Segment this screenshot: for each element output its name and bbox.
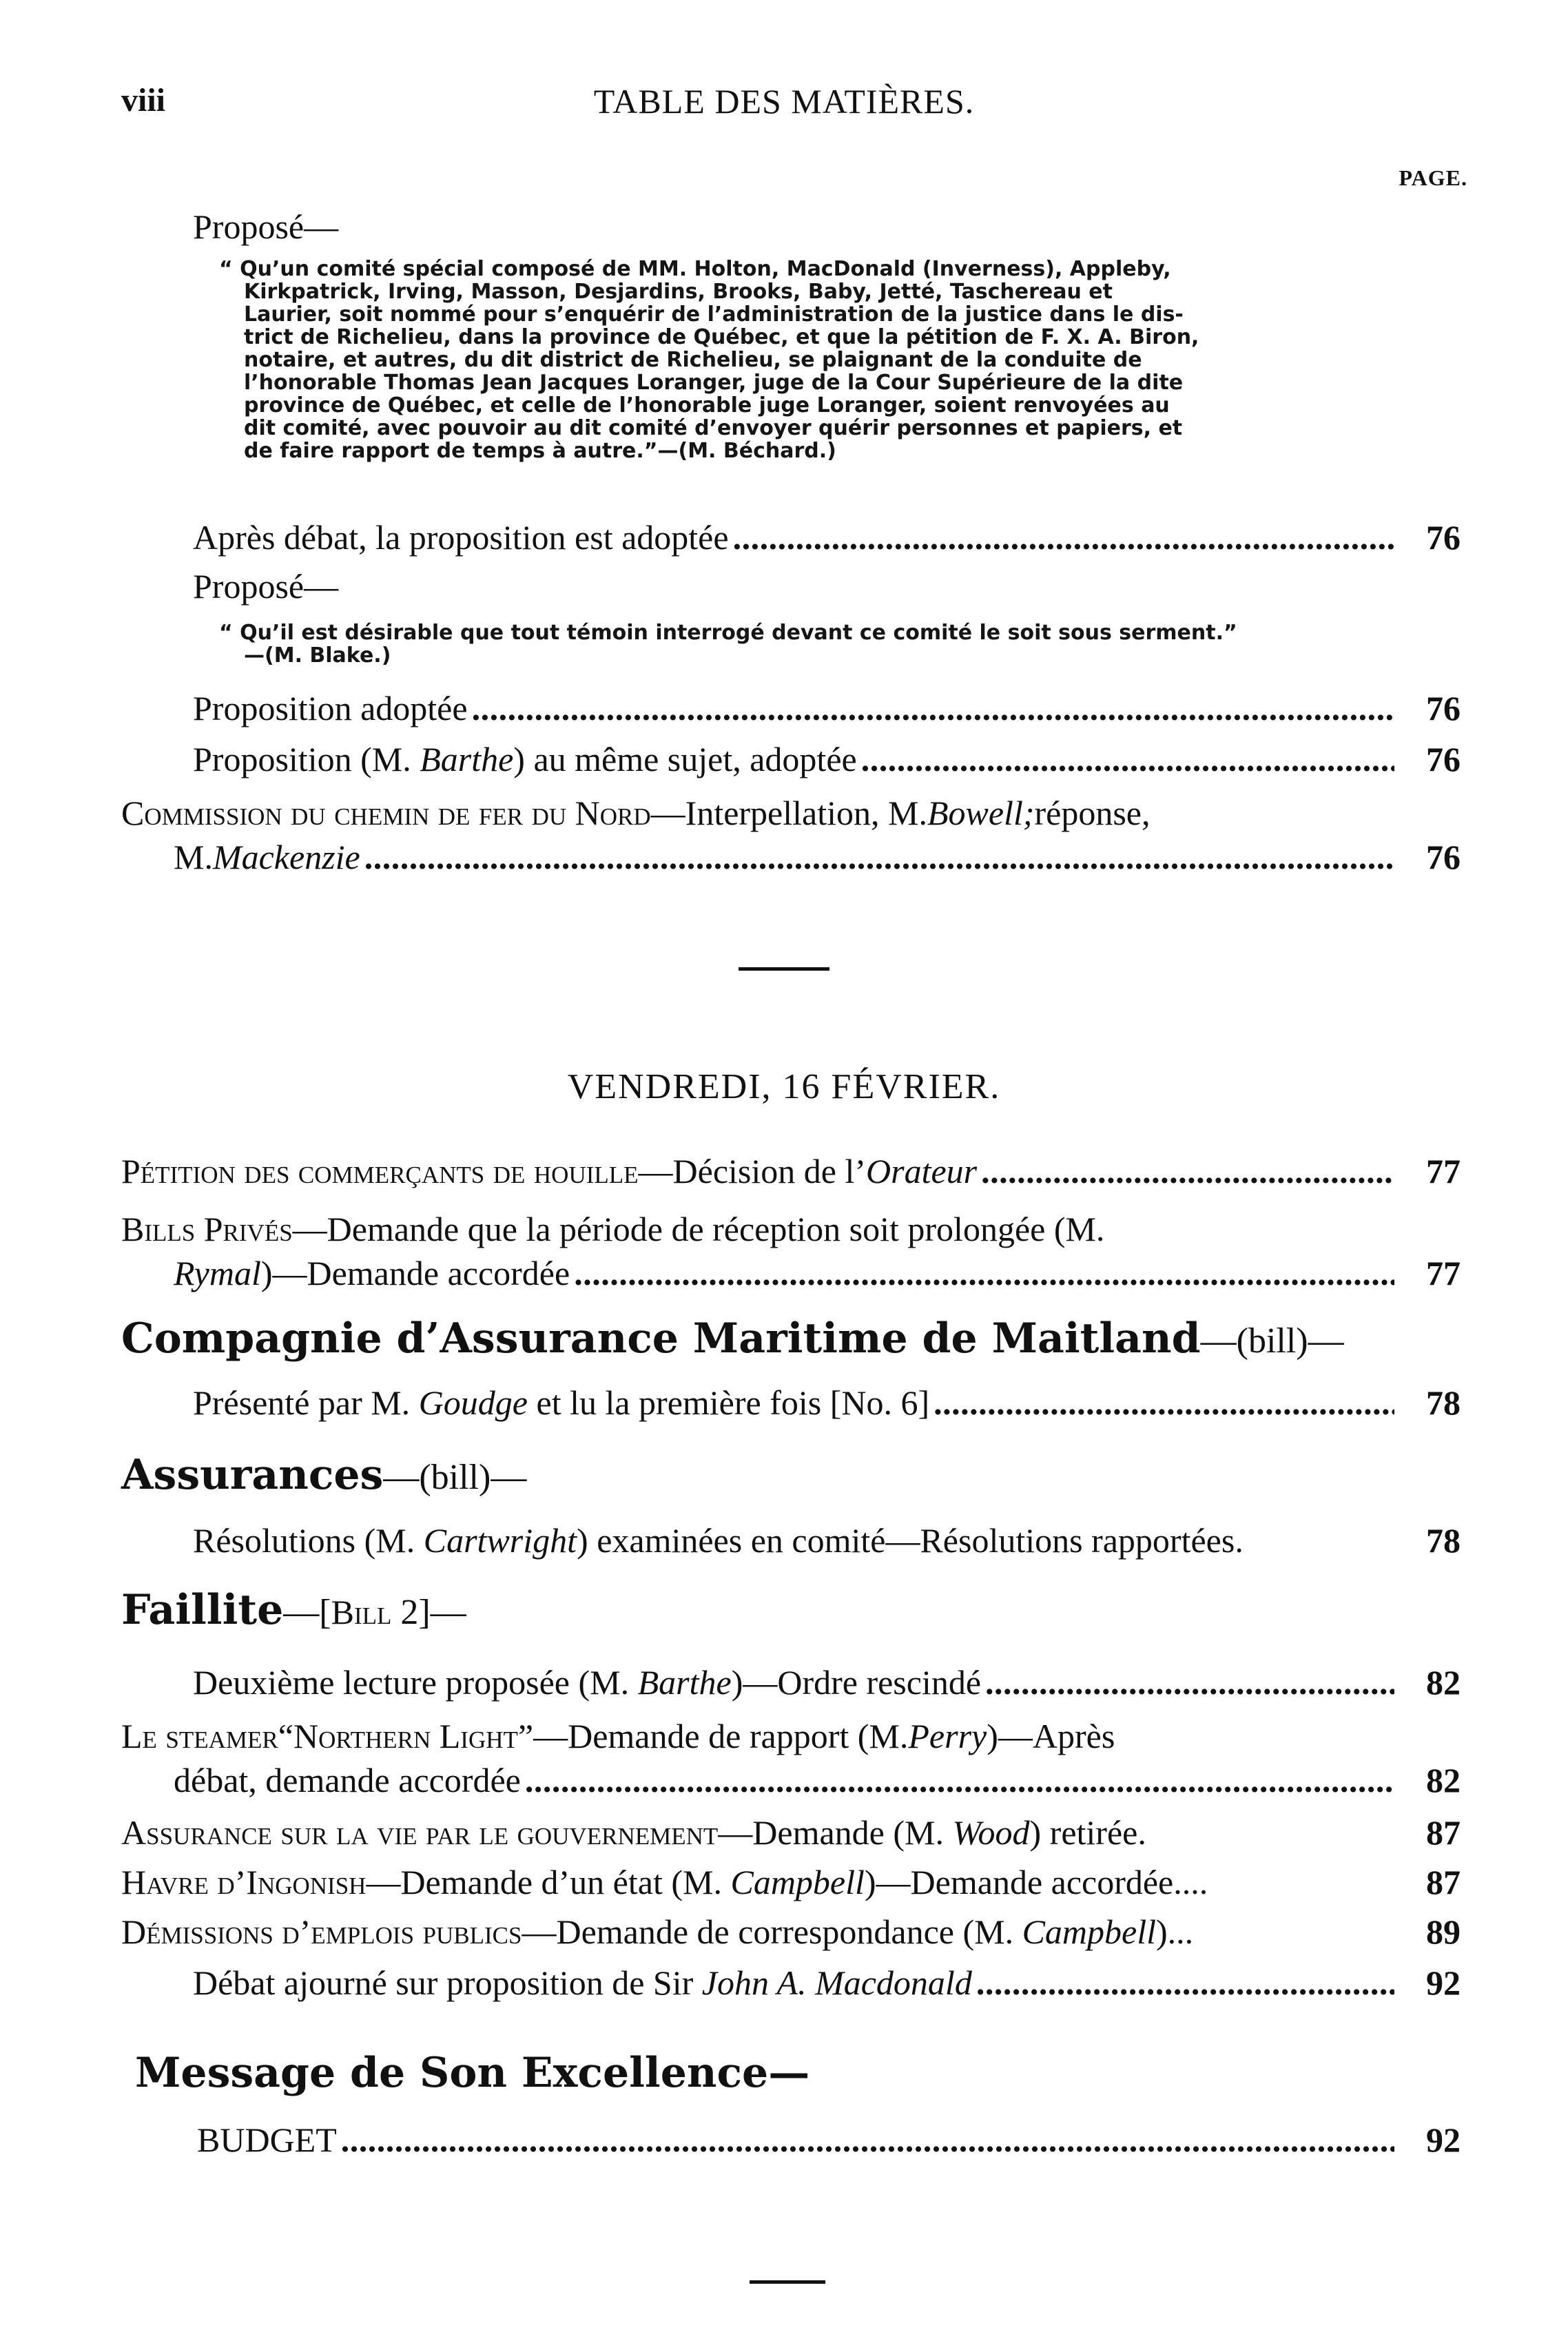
entry-text <box>193 1518 1244 1562</box>
page-column-label: PAGE. <box>1399 165 1467 190</box>
closing-divider <box>750 2280 825 2284</box>
heading-tail: —[ <box>283 1593 331 1632</box>
toc-entry-budget[interactable] <box>197 2118 1461 2162</box>
toc-entry-steamer[interactable] <box>121 1714 1461 1802</box>
text-part: —Demande de correspondance (M. <box>522 1912 1022 1951</box>
running-title: TABLE DES MATIÈRES. <box>593 82 975 121</box>
member-name: Wood <box>952 1813 1030 1852</box>
member-name: Campbell <box>730 1863 865 1901</box>
page-number: 78 <box>1426 1383 1461 1422</box>
heading-tail: 2]— <box>391 1593 466 1632</box>
subject-caps: Démissions d’emplois publics <box>121 1912 522 1951</box>
heading-title: Compagnie d’Assurance Maritime de Maitland <box>121 1314 1201 1363</box>
motion-line: dit comité, avec pouvoir au dit comité d’envoyer quérir personnes et papiers, et <box>244 416 1183 440</box>
page-number: 78 <box>1426 1521 1461 1560</box>
toc-entry-bills-prives[interactable] <box>121 1207 1461 1295</box>
toc-entry-proposition-adoptee[interactable] <box>193 686 1461 730</box>
entry-text <box>193 737 857 781</box>
leader-dots <box>364 835 1394 879</box>
toc-entry-commission-nord[interactable] <box>121 791 1461 879</box>
toc-entry-havre[interactable] <box>121 1860 1461 1904</box>
toc-entry-proposition-barthe[interactable] <box>193 737 1461 781</box>
leader-dots <box>976 1961 1394 2005</box>
heading-title: Assurances <box>121 1451 384 1499</box>
member-name: Bowell; <box>927 794 1035 832</box>
section-date: VENDREDI, 16 FÉVRIER. <box>567 1067 1001 1106</box>
motion-line: province de Québec, et celle de l’honorable juge Loranger, soient renvoyées au <box>244 393 1170 417</box>
motion-text-blake <box>219 621 1237 667</box>
leader-dots <box>341 2118 1394 2162</box>
leader-dots <box>525 1758 1394 1802</box>
page-number: 82 <box>1426 1761 1461 1799</box>
heading-assurances <box>121 1451 526 1499</box>
entry-text: débat, demande accordée <box>174 1761 521 1799</box>
entry-text <box>193 1381 929 1425</box>
motion-line: Kirkpatrick, Irving, Masson, Desjardins, Brooks, Baby, Jetté, Taschereau et <box>244 280 1113 304</box>
leader-dots <box>981 1149 1394 1193</box>
motion-line: l’honorable Thomas Jean Jacques Loranger, juge de la Cour Supérieure de la dite <box>244 371 1184 395</box>
subject-caps: Havre d’Ingonish <box>121 1863 367 1901</box>
leader-dots <box>574 1251 1394 1295</box>
subject-caps: Bills Privés <box>121 1210 293 1248</box>
entry-text <box>193 1961 972 2005</box>
toc-entry-petition[interactable] <box>121 1149 1461 1193</box>
member-name: Cartwright <box>423 1521 577 1560</box>
member-name: John A. Macdonald <box>701 1963 972 2002</box>
text-part: )—Demande accordée.... <box>864 1863 1208 1901</box>
text-part: Présenté par M. <box>193 1383 419 1422</box>
leader-dots <box>472 686 1394 730</box>
entry-text <box>121 1860 1208 1904</box>
member-name: Mackenzie <box>212 838 360 876</box>
heading-maitland <box>121 1314 1344 1363</box>
text-part: )—Demande accordée <box>260 1254 570 1292</box>
heading-faillite <box>121 1586 466 1634</box>
propose-label: Proposé— <box>193 207 339 246</box>
text-part: )... <box>1156 1912 1194 1951</box>
page-number: 76 <box>1426 740 1461 778</box>
page-number: 82 <box>1426 1663 1461 1702</box>
leader-dots <box>733 515 1394 559</box>
text-part: et lu la première fois [No. 6] <box>528 1383 930 1422</box>
text-part: Deuxième lecture proposée (M. <box>193 1663 638 1702</box>
page-number: 77 <box>1426 1254 1461 1292</box>
member-name: Orateur <box>866 1152 978 1190</box>
text-part: réponse, <box>1034 794 1151 832</box>
page-number: 89 <box>1426 1912 1461 1951</box>
text-part: —Demande (M. <box>718 1813 953 1852</box>
text-part: —Demande d’un état (M. <box>366 1863 731 1901</box>
text-part: )—Après <box>987 1717 1115 1755</box>
page-number: 87 <box>1426 1813 1461 1852</box>
entry-text <box>174 1251 570 1295</box>
heading-message <box>135 2049 809 2097</box>
page-folio: viii <box>121 82 166 118</box>
member-name: Barthe <box>637 1663 732 1702</box>
heading-title: Faillite <box>121 1586 284 1634</box>
subject-caps: Pétition des commerçants de houille <box>121 1152 639 1190</box>
subject-caps: Northern Light <box>293 1717 518 1755</box>
heading-title: Message de Son Excellence— <box>135 2049 810 2097</box>
text-part: —Demande de rapport (M. <box>533 1717 909 1755</box>
text-part: “ <box>278 1717 293 1755</box>
member-name: Goudge <box>418 1383 528 1422</box>
member-name: Campbell <box>1022 1912 1157 1951</box>
motion-text-holton <box>219 258 1199 462</box>
page-number: 76 <box>1426 518 1461 557</box>
leader-dots <box>861 737 1394 781</box>
toc-entry-demissions[interactable] <box>121 1910 1461 1954</box>
member-name: Barthe <box>420 740 514 778</box>
toc-entry-resolutions[interactable] <box>193 1518 1461 1562</box>
entry-text: BUDGET <box>197 2120 337 2159</box>
subject-caps: Commission du chemin de fer du Nord <box>121 794 651 832</box>
motion-line: —(M. Blake.) <box>244 643 391 668</box>
motion-line: “ Qu’il est désirable que tout témoin interrogé devant ce comité le soit sous serment.” <box>219 621 1237 645</box>
entry-text <box>121 1810 1146 1855</box>
motion-line: notaire, et autres, du dit district de Richelieu, se plaignant de la conduite de <box>244 348 1142 372</box>
member-name: Rymal <box>174 1254 261 1292</box>
toc-entry-deuxieme-lecture[interactable] <box>193 1660 1461 1704</box>
text-part: —Demande que la période de réception soit prolongée (M. <box>292 1210 1105 1248</box>
text-part: Résolutions (M. <box>193 1521 424 1560</box>
entry-text <box>121 1149 977 1193</box>
leader-dots <box>985 1660 1394 1704</box>
bill-caps: Bill <box>331 1593 392 1631</box>
entry-text: Proposition adoptée <box>193 689 468 727</box>
entry-text <box>193 1660 981 1704</box>
motion-line: “ Qu’un comité spécial composé de MM. Holton, MacDonald (Inverness), Appleby, <box>219 257 1171 281</box>
page-number: 76 <box>1426 689 1461 727</box>
toc-entry-debat-ajourne[interactable] <box>193 1961 1461 2005</box>
text-part: ) examinées en comité—Résolutions rapportées. <box>577 1521 1244 1560</box>
propose-label: Proposé— <box>193 567 339 606</box>
page-number: 76 <box>1426 838 1461 876</box>
toc-entry-maitland-presente[interactable] <box>193 1381 1461 1425</box>
toc-entry-assurance-vie[interactable] <box>121 1810 1461 1855</box>
page-number: 92 <box>1426 2120 1461 2159</box>
toc-entry-apres-debat[interactable] <box>193 515 1461 559</box>
text-part: Proposition (M. <box>193 740 420 778</box>
page-number: 87 <box>1426 1863 1461 1901</box>
text-part: ) au même sujet, adoptée <box>513 740 857 778</box>
leader-dots <box>933 1381 1394 1425</box>
page-number: 77 <box>1426 1152 1461 1190</box>
motion-line: Laurier, soit nommé pour s’enquérir de l’administration de la justice dans le dis- <box>244 302 1184 327</box>
text-part: Débat ajourné sur proposition de Sir <box>193 1963 702 2002</box>
page-number: 92 <box>1426 1963 1461 2002</box>
entry-text <box>121 1910 1193 1954</box>
text-part: —Interpellation, M. <box>650 794 927 832</box>
section-divider <box>739 967 829 971</box>
text-part: )—Ordre rescindé <box>731 1663 982 1702</box>
entry-text: Après débat, la proposition est adoptée <box>193 518 729 557</box>
subject-caps: Le steamer <box>121 1717 278 1755</box>
motion-line: trict de Richelieu, dans la province de Québec, et que la pétition de F. X. A. Biron, <box>244 325 1199 349</box>
text-part: ) retirée. <box>1029 1813 1146 1852</box>
heading-tail: —(bill)— <box>1200 1321 1344 1361</box>
motion-line: de faire rapport de temps à autre.”—(M. Béchard.) <box>244 439 836 463</box>
heading-tail: —(bill)— <box>383 1458 527 1497</box>
text-part: —Décision de l’ <box>638 1152 867 1190</box>
member-name: Perry <box>908 1717 987 1755</box>
subject-caps: Assurance sur la vie par le gouvernement <box>121 1813 719 1852</box>
text-part: M. <box>174 838 213 876</box>
text-part: ” <box>517 1717 534 1755</box>
